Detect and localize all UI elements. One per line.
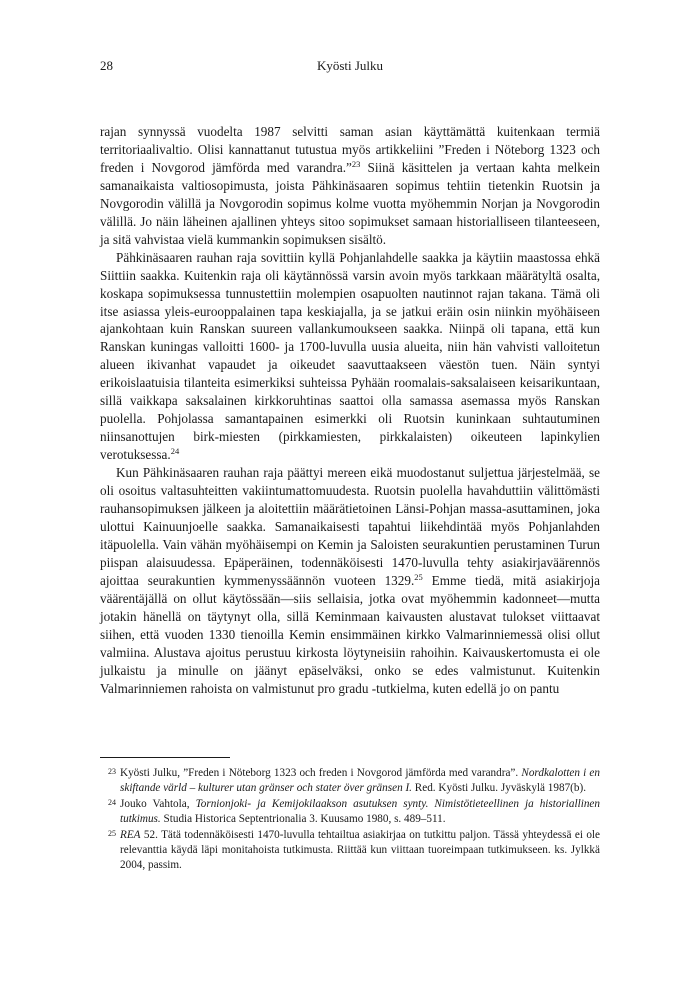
footnote-title: REA xyxy=(120,829,141,842)
paragraph-1-text-b: Siinä käsittelen ja vertaan kahta melkein samanaikaista valtiosopimusta, joista Pähkinäsaaren sopimus tehtiin tietenkin Ruotsin ja Novgorodin välillä ja Novgorodin sopimus kolme vuotta myöhemmin Norjan ja Novgorodin välillä. Jo näin läheinen ajallinen yhteys sitoo sopimukset samaan historialliseen tilanteeseen, ja sitä vahvistaa vielä kummankin sopimuksen sisältö. xyxy=(100,159,600,247)
footnote-number: 23 xyxy=(108,767,116,776)
paragraph-1-text-a: rajan synnyssä vuodelta 1987 selvitti saman asian käyttämättä kuitenkaan termiä territoriaalivaltio. Olisi kannattanut tutustua myös artikkeliini ”Freden i Nöteborg 1323 och freden i Novgorod jämförda med varandra.” xyxy=(100,124,600,175)
footnote-text: Jouko Vahtola, xyxy=(120,798,196,811)
footnote-number: 24 xyxy=(108,798,116,808)
footnote-text: 52. Tätä todennäköisesti 1470-luvulla tehtailtua asiakirjaa on tutkittu paljon. Tässä yhteydessä ei ole relevanttia käydä läpi monitahoista tutkimusta. Riittää kun viittaan tuoreimpaan tutkimukseen. ks. Jylkkä 2004, passim. xyxy=(120,829,600,871)
footnote-ref-24: 24 xyxy=(170,446,180,457)
footnote-ref-23: 23 xyxy=(351,158,361,169)
paragraph-3-text-a: Kun Pähkinäsaaren rauhan raja päättyi mereen eikä muodostanut suljettua järjestelmää, se oli osoitus valtasuhteitten vakiintumattomuudesta. Ruotsin puolella havahduttiin välittömästi rauhansopimuksen jälkeen ja aloitettiin määrätietoinen Länsi-Pohjan massa-asuttaminen, joka ulottui Kainuunjoelle saakka. Samanaikaisesti tapahtui liikehdintää myös Pohjanlahden itäpuolella. Vain vähän myöhäisempi on Kemin ja Saloisten seurakuntien perustaminen Turun piispan alaisuudessa. Epäperäinen, todennäköisesti 1470-luvulla tehty asiakirjaväärennös ajoittaa seurakuntien kymmenyssäännön vuoteen 1329. xyxy=(100,465,600,588)
paragraph-2 xyxy=(100,249,600,464)
footnote-ref-25: 25 xyxy=(414,571,423,582)
footnote-23 xyxy=(100,766,600,795)
footnotes xyxy=(100,766,600,874)
footnote-25 xyxy=(100,828,600,872)
footnote-number: 25 xyxy=(108,829,116,839)
footnote-text: Red. Kyösti Julku. Jyväskylä 1987(b). xyxy=(411,781,587,794)
page-header xyxy=(100,58,600,74)
paragraph-3-text-b: Emme tiedä, mitä asiakirjoja väärentäjällä on ollut käytössään—siis sellaisia, jotka ovat myöhemmin kadonneet—mutta jotakin hänellä on täytynyt olla, sillä Keminmaan kaivausten alustavat tulokset viittaavat siihen, että vuoden 1330 tienoilla Kemin ensimmäinen kirkko Valmarinniemessä olisi ollut valmiina. Alustava ajoitus perustuu kirkosta löytyneisiin rahoihin. Kaivauskertomusta ei ole julkaistu ja minulle on jäänyt epäselväksi, onko se edes valmistunut. Kuitenkin Valmarinniemen rahoista on valmistunut pro gradu -tutkielma, kuten edellä jo on pantu xyxy=(100,572,601,696)
paragraph-2-text: Pähkinäsaaren rauhan raja sovittiin kyllä Pohjanlahdelle saakka ja käytiin maastossa ehkä Siittiin saakka. Kuitenkin raja oli käytännössä varsin avoin myös tarkkaan määrätyltä osalta, koskapa sopimuksessa tunnustettiin molempien osapuolten nautinnot rajan takana. Tämä oli itse asiassa yleis-eurooppalainen tapa keskiajalla, ja se jatkui eräin osin niinkin myöhäiseen ajankohtaan kuin Ranskan suureen vallankumoukseen saakka. Niinpä oli tapana, että kun Ranskan kuningas valloitti 1600- ja 1700-luvulla uusia alueita, niin hän vahvisti valloitetun alueen ikivanhat vapaudet ja oikeudet saavuttaakseen väestön tuen. Näin syntyi erikoislaatuisia tilanteita esimerkiksi suhteissa Pyhään roomalais-saksalaiseen keisarikuntaan, sillä vaikkapa saksalainen kirkkoruhtinas saattoi olla samassa asemassa myös Ranskan puolella. Pohjolassa samantapainen esimerkki oli Ruotsin kuninkaan suhtautuminen niinsanottujen birk-miesten (pirkkamiesten, pirkkalaisten) oikeuteen lapinkylien verotuksessa. xyxy=(100,249,600,463)
footnote-24 xyxy=(100,797,600,826)
body-text xyxy=(100,123,600,698)
footnote-text: Kyösti Julku, ”Freden i Nöteborg 1323 och freden i Novgorod jämförda med varandra”. xyxy=(120,767,522,779)
page-number: 28 xyxy=(100,58,113,73)
paragraph-1 xyxy=(100,123,600,249)
paragraph-3 xyxy=(100,464,600,697)
footnote-text: Studia Historica Septentrionalia 3. Kuusamo 1980, s. 489–511. xyxy=(160,812,446,825)
footnote-title: Nordkalotten i en skiftande värld – kulturer utan gränser och stater över gränsen I. xyxy=(120,767,600,794)
footnote-title: Tornionjoki- ja Kemijokilaakson asutuksen synty. Nimistötieteellinen ja historiallinen tutkimus. xyxy=(120,798,600,825)
running-title: Kyösti Julku xyxy=(316,58,384,73)
footnote-separator xyxy=(100,757,230,758)
